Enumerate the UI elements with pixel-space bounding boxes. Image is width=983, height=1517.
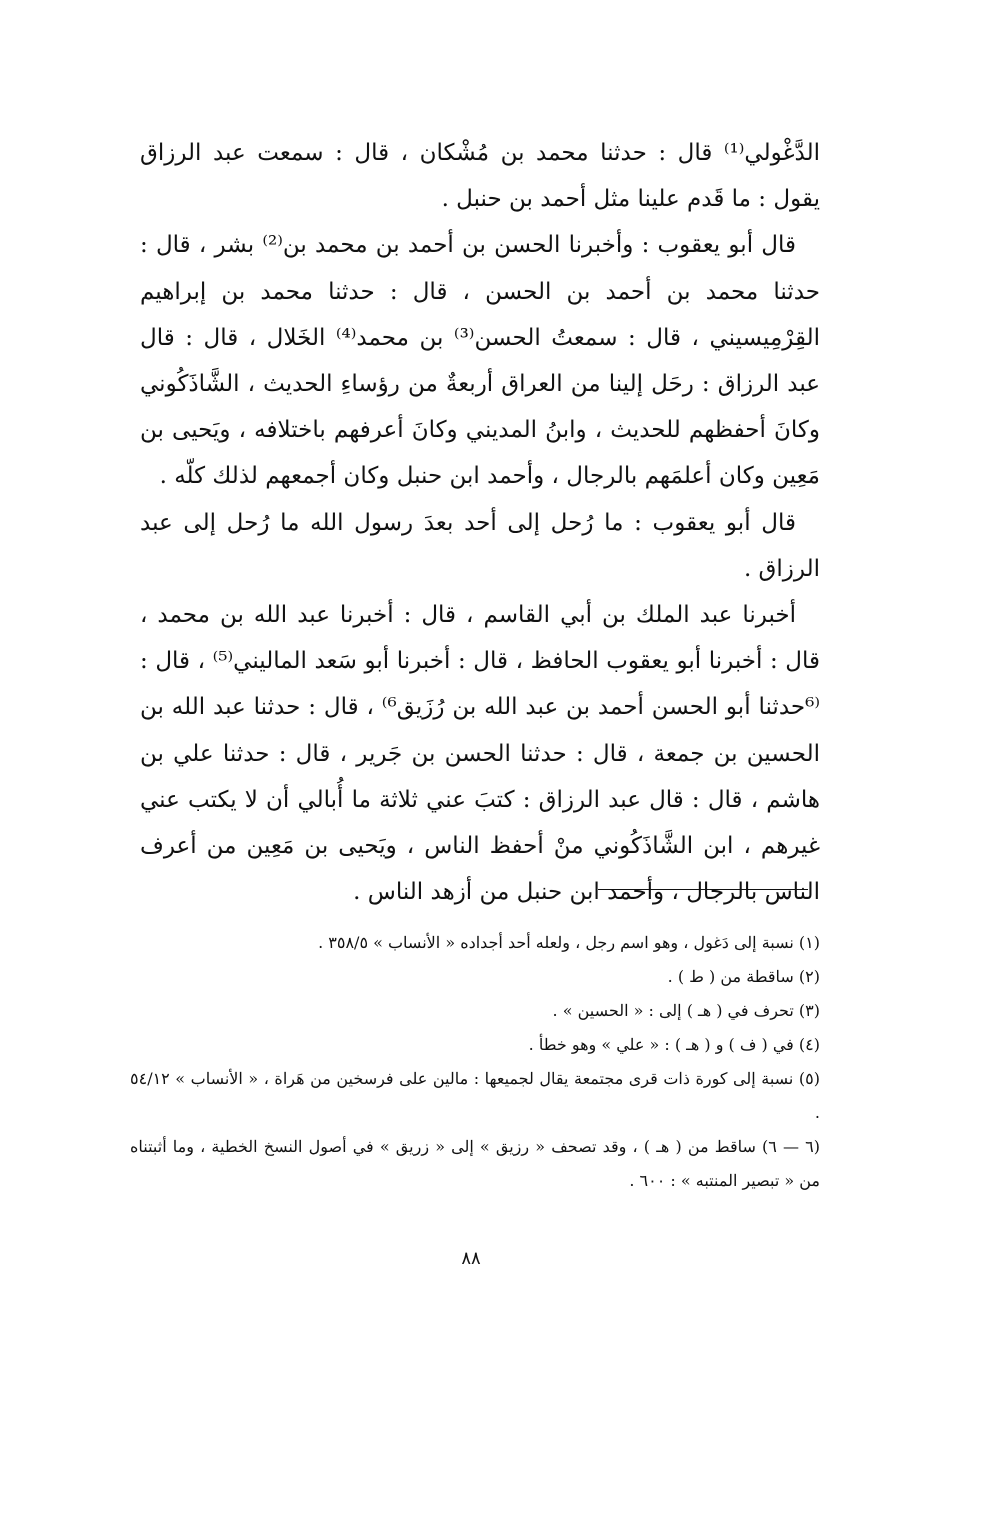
paragraph-1: الدَّغْولي⁽¹⁾ قال : حدثنا محمد بن مُشْكان ، قال : سمعت عبد الرزاق يقول : ما قَدم علينا مثل أحمد بن حنبل . bbox=[140, 140, 820, 213]
footnote-2: (٢) ساقطة من ( ط ) . bbox=[667, 967, 820, 986]
footnotes bbox=[130, 926, 820, 1198]
footnote-separator bbox=[598, 889, 808, 890]
footnote-5: (٥) نسبة إلى كورة ذات قرى مجتمعة يقال لجميعها : مالين على فرسخين من هَراة ، « الأنساب » ٥٤/١٢ . bbox=[130, 1069, 820, 1122]
paragraph-3: قال أبو يعقوب : ما رُحل إلى أحد بعدَ رسول الله ما رُحل إلى عبد الرزاق . bbox=[140, 509, 820, 582]
footnote-1: (١) نسبة إلى دَغول ، وهو اسم رجل ، ولعله أحد أجداده « الأنساب » ٣٥٨/٥ . bbox=[318, 933, 820, 952]
footnote-6: (٦ — ٦) ساقط من ( هـ ) ، وقد تصحف « رزيق » إلى « زريق » في أصول النسخ الخطية ، وما أثبتناه من « تبصير المنتبه » : ٦٠٠ . bbox=[130, 1137, 820, 1190]
footnote-3: (٣) تحرف في ( هـ ) إلى : « الحسين » . bbox=[552, 1001, 820, 1020]
paragraph-2: قال أبو يعقوب : وأخبرنا الحسن بن أحمد بن محمد بن⁽²⁾ بشر ، قال : حدثنا محمد بن أحمد بن الحسن ، قال : حدثنا محمد بن إبراهيم القِرْمِيسيني ، قال : سمعتُ الحسن⁽³⁾ بن محمد⁽⁴⁾ الخَلال ، قال : قال عبد الرزاق : رحَل إلينا من العراق أربعةٌ من رؤساءِ الحديث ، الشَّاذَكُوني وكانَ أحفظهم للحديث ، وابنُ المديني وكانَ أعرفهم باختلافه ، ويَحيى بن مَعِين وكان أعلمَهم بالرجال ، وأحمد ابن حنبل وكان أجمعهم لذلك كلّه . bbox=[140, 232, 821, 490]
paragraph-4: أخبرنا عبد الملك بن أبي القاسم ، قال : أخبرنا عبد الله بن محمد ، قال : أخبرنا أبو يعقوب الحافظ ، قال : أخبرنا أبو سَعد الماليني⁽⁵⁾ ، قال : ⁽⁶حدثنا أبو الحسن أحمد بن عبد الله بن رُزَيق⁶⁾ ، قال : حدثنا عبد الله بن الحسين بن جمعة ، قال : حدثنا الحسن بن جَرير ، قال : حدثنا علي بن هاشم ، قال : قال عبد الرزاق : كتبَ عني ثلاثة ما أُبالي أن لا يكتب عني غيرهم ، ابن الشَّاذَكُوني منْ أحفظ الناس ، ويَحيى بن مَعِين من أعرف الناس بالرجال ، وأحمد ابن حنبل من أزهد الناس . bbox=[140, 602, 821, 906]
footnote-4: (٤) في ( ف ) و ( هـ ) : « علي » وهو خطأ . bbox=[528, 1035, 820, 1054]
page-number: ٨٨ bbox=[461, 1248, 481, 1269]
main-text bbox=[140, 130, 820, 915]
